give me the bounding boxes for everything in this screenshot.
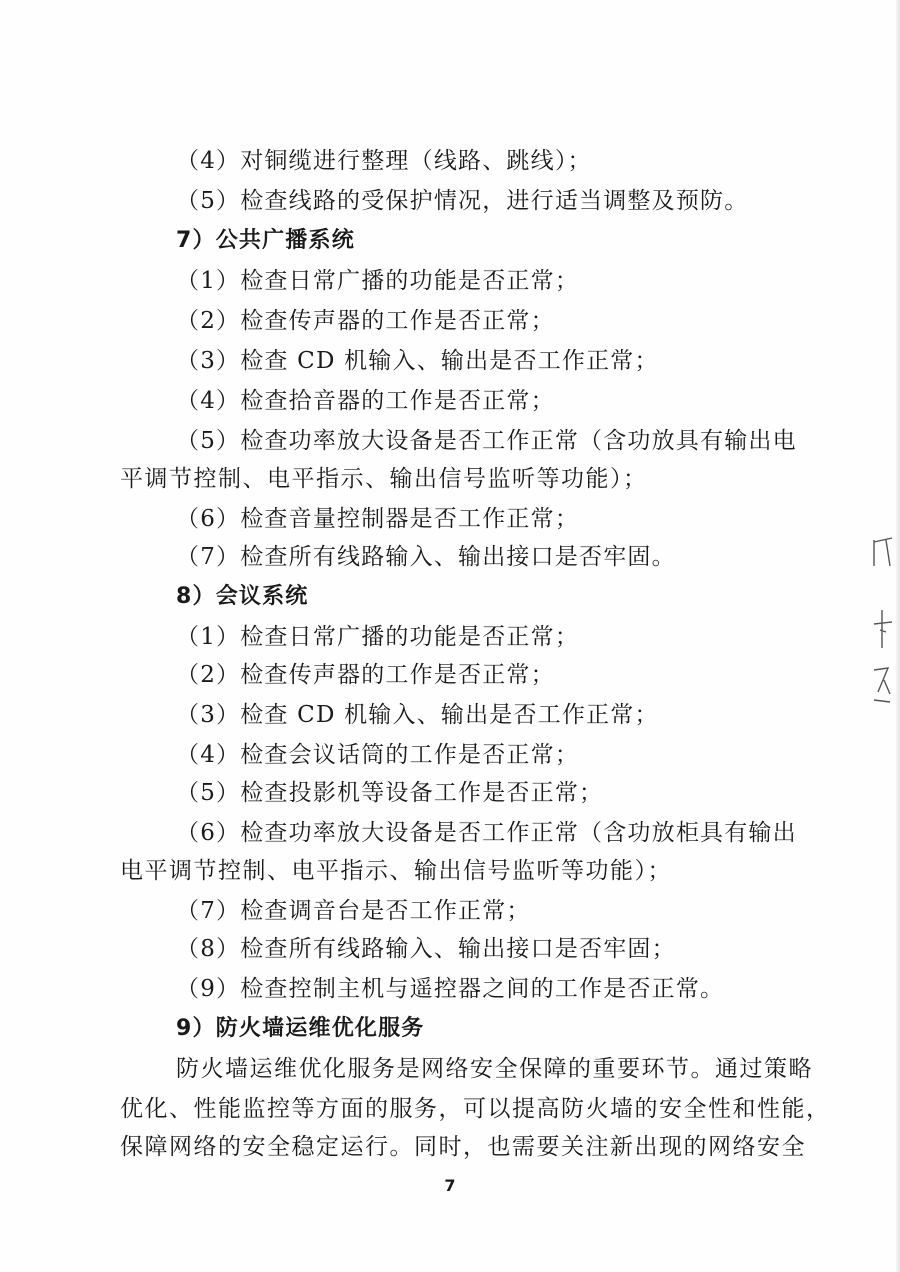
list-item: （6）检查音量控制器是否工作正常； [176,506,580,532]
list-item: （2）检查传声器的工作是否正常； [176,662,555,688]
paragraph-line: 防火墙运维优化服务是网络安全保障的重要环节。通过策略 [176,1056,813,1082]
page-number: 7 [444,1176,456,1195]
paragraph-line: 保障网络的安全稳定运行。同时，也需要关注新出现的网络安全 [120,1134,806,1160]
list-item: （5）检查投影机等设备工作是否正常； [176,780,604,806]
section-heading: 8）会议系统 [176,584,309,609]
list-item: （4）检查会议话筒的工作是否正常； [176,742,580,768]
list-item: （6）检查功率放大设备是否工作正常（含功放柜具有输出 [176,820,797,846]
margin-scan-marks [868,520,898,720]
list-item: （1）检查日常广播的功能是否正常； [176,624,580,650]
list-item: （7）检查调音台是否工作正常； [176,898,531,924]
scan-edge-shadow [896,0,900,1272]
list-item: （5）检查功率放大设备是否工作正常（含功放具有输出电 [176,428,797,454]
list-item: （3）检查 CD 机输入、输出是否工作正常； [176,348,659,374]
list-item: （3）检查 CD 机输入、输出是否工作正常； [176,702,659,728]
list-item: （7）检查所有线路输入、输出接口是否牢固。 [176,544,676,570]
list-item: （4）对铜缆进行整理（线路、跳线）； [176,148,592,174]
list-item-continuation: 电平调节控制、电平指示、输出信号监听等功能）； [120,858,672,884]
paragraph-line: 优化、性能监控等方面的服务，可以提高防火墙的安全性和性能， [120,1096,831,1122]
list-item: （5）检查线路的受保护情况，进行适当调整及预防。 [176,188,749,214]
list-item: （4）检查拾音器的工作是否正常； [176,388,555,414]
list-item: （8）检查所有线路输入、输出接口是否牢固； [176,936,676,962]
list-item: （9）检查控制主机与遥控器之间的工作是否正常。 [176,976,725,1002]
section-heading: 7）公共广播系统 [176,228,355,253]
list-item: （2）检查传声器的工作是否正常； [176,308,555,334]
section-heading: 9）防火墙运维优化服务 [176,1016,425,1041]
list-item: （1）检查日常广播的功能是否正常； [176,268,580,294]
list-item-continuation: 平调节控制、电平指示、输出信号监听等功能）； [120,466,648,492]
